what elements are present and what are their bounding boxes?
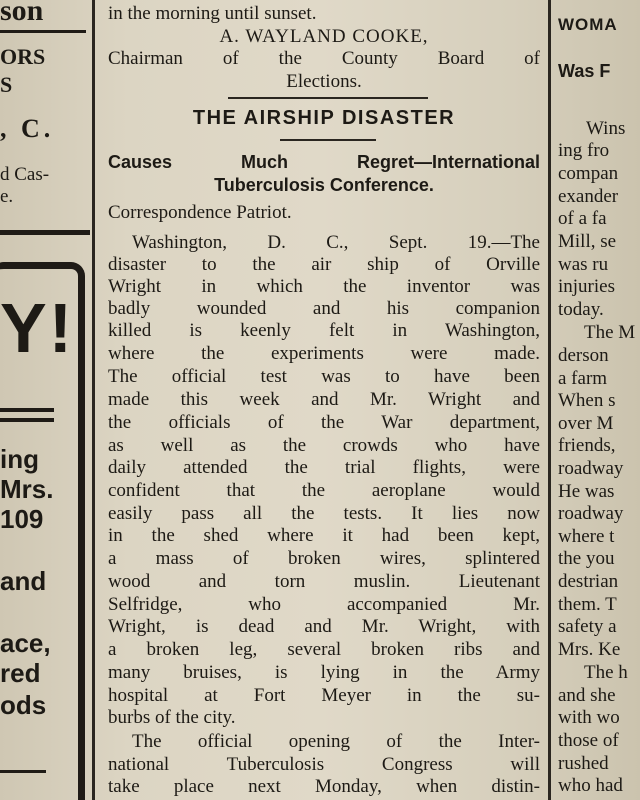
body-line: made this week and Mr. Wright and — [108, 389, 540, 410]
body-line: disaster to the air ship of Orville — [108, 254, 540, 275]
ad-divider — [0, 408, 54, 412]
intro-line: in the morning until sunset. — [108, 3, 317, 24]
right-body-line: with wo — [558, 707, 620, 728]
body-line: badly wounded and his companion — [108, 298, 540, 319]
body-line: killed is keenly felt in Washington, — [108, 320, 540, 341]
signature-title: Chairman of the County Board of — [108, 48, 540, 69]
right-body-line: and she — [558, 685, 616, 706]
body-line: The official test was to have been — [108, 366, 540, 387]
article-headline: THE AIRSHIP DISASTER — [192, 107, 456, 129]
body-line: hospital at Fort Meyer in the su- — [108, 685, 540, 706]
right-body-line: Wins — [586, 118, 626, 139]
right-body-line: them. T — [558, 594, 617, 615]
right-body-line: friends, — [558, 435, 616, 456]
section-divider — [0, 230, 90, 235]
masthead-fragment: son — [0, 0, 44, 27]
main-article-column — [98, 0, 544, 800]
article-subhead: Tuberculosis Conference. — [214, 175, 434, 195]
body-line: a mass of broken wires, splintered — [108, 548, 540, 569]
body-line: Wright in which the inventor was — [108, 276, 540, 297]
ad-line: ace, — [0, 628, 51, 658]
body-line: Wright, is dead and Mr. Wright, with — [108, 616, 540, 637]
right-body-line: was ru — [558, 254, 609, 275]
body-line: as well as the crowds who have — [108, 435, 540, 456]
right-body-line: ing fro — [558, 140, 610, 161]
body-line: The official opening of the Inter- — [132, 731, 540, 752]
ad-line: red — [0, 658, 41, 688]
left-line: ORS — [0, 44, 46, 69]
right-body-line: rushed — [558, 753, 609, 774]
headline-rule — [228, 97, 428, 99]
signature-title: Elections. — [286, 71, 362, 92]
right-body-line: the you — [558, 548, 615, 569]
ad-line: ods — [0, 690, 47, 720]
right-body-line: destrian — [558, 571, 619, 592]
right-body-line: derson — [558, 345, 609, 366]
body-line: daily attended the trial flights, were — [108, 457, 540, 478]
signature-name: A. WAYLAND COOKE, — [219, 26, 429, 47]
ad-divider — [0, 418, 54, 422]
ad-line: 109 — [0, 504, 44, 534]
right-headline: WOMA — [558, 15, 618, 34]
body-line: Washington, D. C., Sept. 19.—The — [132, 232, 540, 253]
right-body-line: When s — [558, 390, 616, 411]
right-body-line: roadway — [558, 503, 624, 524]
top-divider — [0, 30, 86, 33]
right-body-line: roadway — [558, 458, 624, 479]
right-body-line: who had — [558, 775, 623, 796]
body-line: wood and torn muslin. Lieutenant — [108, 571, 540, 592]
right-body-line: safety a — [558, 616, 617, 637]
right-column-fragment — [556, 0, 640, 800]
column-rule-left — [92, 0, 95, 800]
right-body-line: Mrs. Ke — [558, 639, 621, 660]
ad-line: and — [0, 566, 47, 596]
body-line: burbs of the city. — [108, 707, 236, 728]
body-line: in the shed where it had been kept, — [108, 525, 540, 546]
body-line: take place next Monday, when distin- — [108, 776, 540, 797]
body-line: confident that the aeroplane would — [108, 480, 540, 501]
body-line: the officials of the War department, — [108, 412, 540, 433]
right-body-line: exander — [558, 186, 619, 207]
body-line: many bruises, is lying in the Army — [108, 662, 540, 683]
right-body-line: those of — [558, 730, 619, 751]
body-line: where the experiments were made. — [108, 343, 540, 364]
ad-divider — [0, 770, 46, 773]
right-body-line: today. — [558, 299, 604, 320]
right-body-line: compan — [558, 163, 619, 184]
headline-rule — [280, 139, 376, 141]
article-subhead: Causes Much Regret—International — [108, 152, 540, 172]
right-body-line: of a fa — [558, 208, 607, 229]
left-column-fragment — [0, 0, 90, 800]
right-body-line: over M — [558, 413, 614, 434]
right-body-line: He was — [558, 481, 615, 502]
left-line: d Cas- — [0, 164, 50, 185]
left-line: e. — [0, 186, 14, 207]
ad-headline: Y! — [0, 289, 74, 367]
right-body-line: The M — [584, 322, 636, 343]
right-body-line: The h — [584, 662, 628, 683]
body-line: a broken leg, several broken ribs and — [108, 639, 540, 660]
right-body-line: a farm — [558, 368, 608, 389]
right-body-line: where t — [558, 526, 615, 547]
ad-line: Mrs. — [0, 474, 54, 504]
body-line: Selfridge, who accompanied Mr. — [108, 594, 540, 615]
column-rule-right — [548, 0, 551, 800]
right-headline: Was F — [558, 61, 611, 81]
body-line: national Tuberculosis Congress will — [108, 754, 540, 775]
body-line: easily pass all the tests. It lies now — [108, 503, 540, 524]
left-line: S — [0, 72, 13, 97]
ad-line: ing — [0, 444, 39, 474]
right-body-line: injuries — [558, 276, 615, 297]
right-body-line: Mill, se — [558, 231, 617, 252]
left-line: , C. — [0, 114, 55, 143]
article-byline: Correspondence Patriot. — [108, 202, 292, 223]
